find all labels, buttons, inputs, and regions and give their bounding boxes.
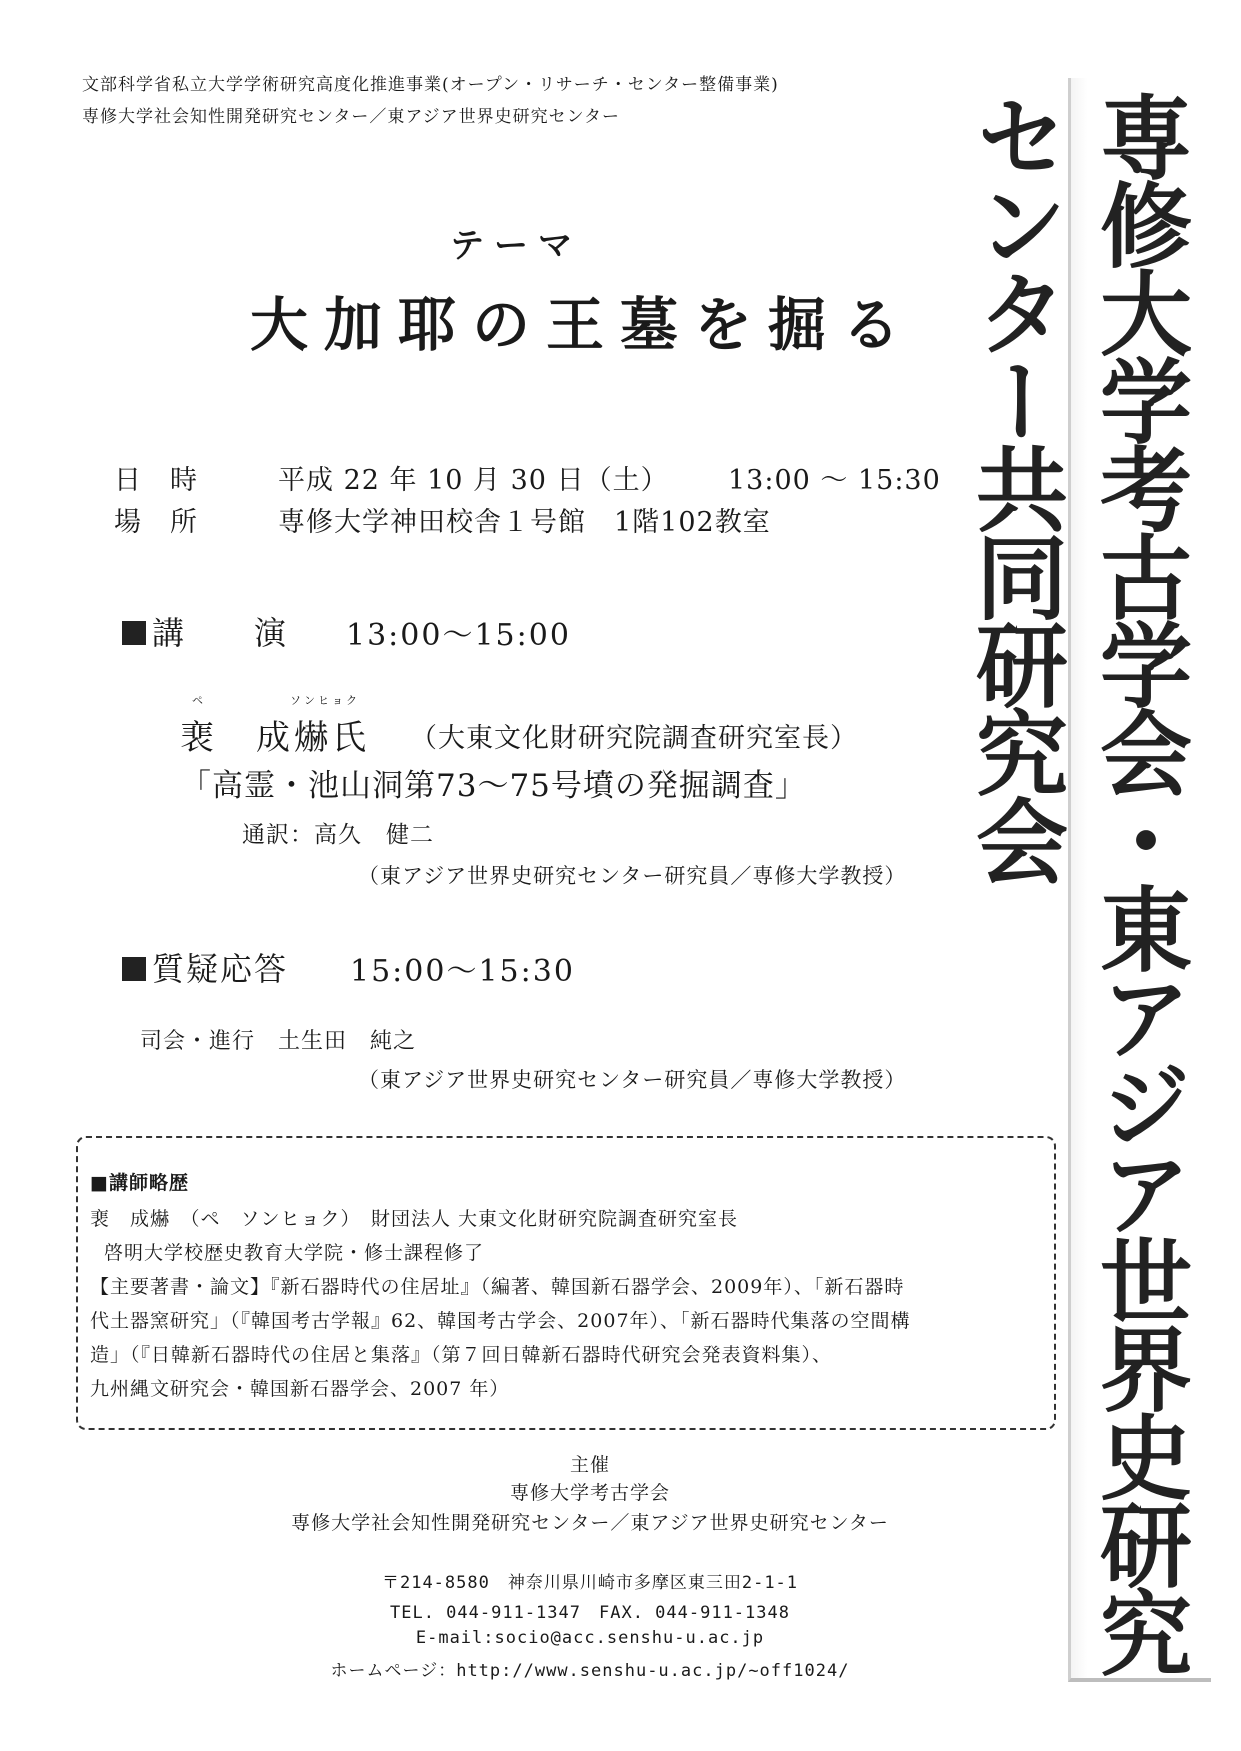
- qa-heading: 質疑応答: [122, 944, 288, 990]
- interpreter-affiliation: （東アジア世界史研究センター研究員／専修大学教授）: [358, 864, 907, 888]
- profile-line: 造」（『日韓新石器時代の住居と集落』（第７回日韓新石器時代研究会発表資料集）、: [90, 1344, 833, 1366]
- place-value: 専修大学神田校舎１号館 1階102教室: [278, 507, 771, 538]
- lecture-title: 「高霊・池山洞第73～75号墳の発掘調査」: [180, 768, 807, 804]
- profile-heading: ■講師略歴: [90, 1172, 189, 1194]
- profile-line: 【主要著書・論文】『新石器時代の住居址』（編著、韓国新石器学会、2009年）、「新石器時: [90, 1276, 905, 1298]
- sponsor-name: 専修大学考古学会: [509, 1482, 670, 1504]
- square-bullet-icon: [122, 957, 146, 981]
- profile-line: 裵 成爀 （ペ ソンヒョク） 財団法人 大東文化財研究院調査研究室長: [90, 1208, 739, 1230]
- vertical-event-title: 専修大学考古学会・東アジア世界史研究センター共同研究会: [961, 90, 1192, 1674]
- sponsor-label: 主催: [569, 1454, 610, 1476]
- theme-label: テーマ: [450, 226, 582, 266]
- place-label: 場 所: [114, 507, 198, 538]
- lecture-time: 13:00～15:00: [346, 618, 571, 653]
- square-bullet-icon: [122, 621, 146, 645]
- moderator: 司会・進行 土生田 純之: [140, 1029, 417, 1054]
- header-program-line: 文部科学省私立大学学術研究高度化推進事業(オープン・リサーチ・センター整備事業): [82, 75, 779, 95]
- header-center-line: 専修大学社会知性開発研究センター／東アジア世界史研究センター: [82, 107, 620, 127]
- moderator-affiliation: （東アジア世界史研究センター研究員／専修大学教授）: [358, 1068, 907, 1092]
- sponsor-name: 専修大学社会知性開発研究センター／東アジア世界史研究センター: [291, 1512, 889, 1534]
- profile-line: 代土器窯研究」（『韓国考古学報』62、韓国考古学会、2007年）、「新石器時代集落の空間構: [90, 1310, 911, 1332]
- date-value: 平成 22 年 10 月 30 日（土）: [278, 465, 669, 496]
- profile-line: 啓明大学校歴史教育大学院・修士課程修了: [104, 1242, 485, 1264]
- homepage-link[interactable]: ホームページ：http://www.senshu-u.ac.jp/~off1024/: [330, 1661, 850, 1681]
- qa-time: 15:00～15:30: [350, 954, 575, 989]
- time-value: 13:00 ～ 15:30: [728, 465, 941, 496]
- address: 〒214-8580 神奈川県川崎市多摩区東三田2-1-1: [381, 1573, 799, 1593]
- interpreter: 通訳：高久 健二: [242, 822, 434, 848]
- date-label: 日 時: [114, 465, 198, 496]
- speaker-name: 裵 成爀氏: [180, 718, 370, 758]
- lecture-heading: 講 演: [122, 608, 288, 654]
- email-link[interactable]: E-mail:socio@acc.senshu-u.ac.jp: [415, 1628, 765, 1648]
- ruby-given-name: ソンヒョク: [290, 694, 360, 707]
- theme-title: 大加耶の王墓を掘る: [250, 291, 917, 359]
- ruby-family-name: ペ: [192, 694, 206, 707]
- profile-line: 九州縄文研究会・韓国新石器学会、2007 年）: [90, 1378, 510, 1400]
- speaker-affiliation: （大東文化財研究院調査研究室長）: [410, 723, 858, 754]
- tel-fax: TEL. 044-911-1347 FAX. 044-911-1348: [390, 1603, 790, 1623]
